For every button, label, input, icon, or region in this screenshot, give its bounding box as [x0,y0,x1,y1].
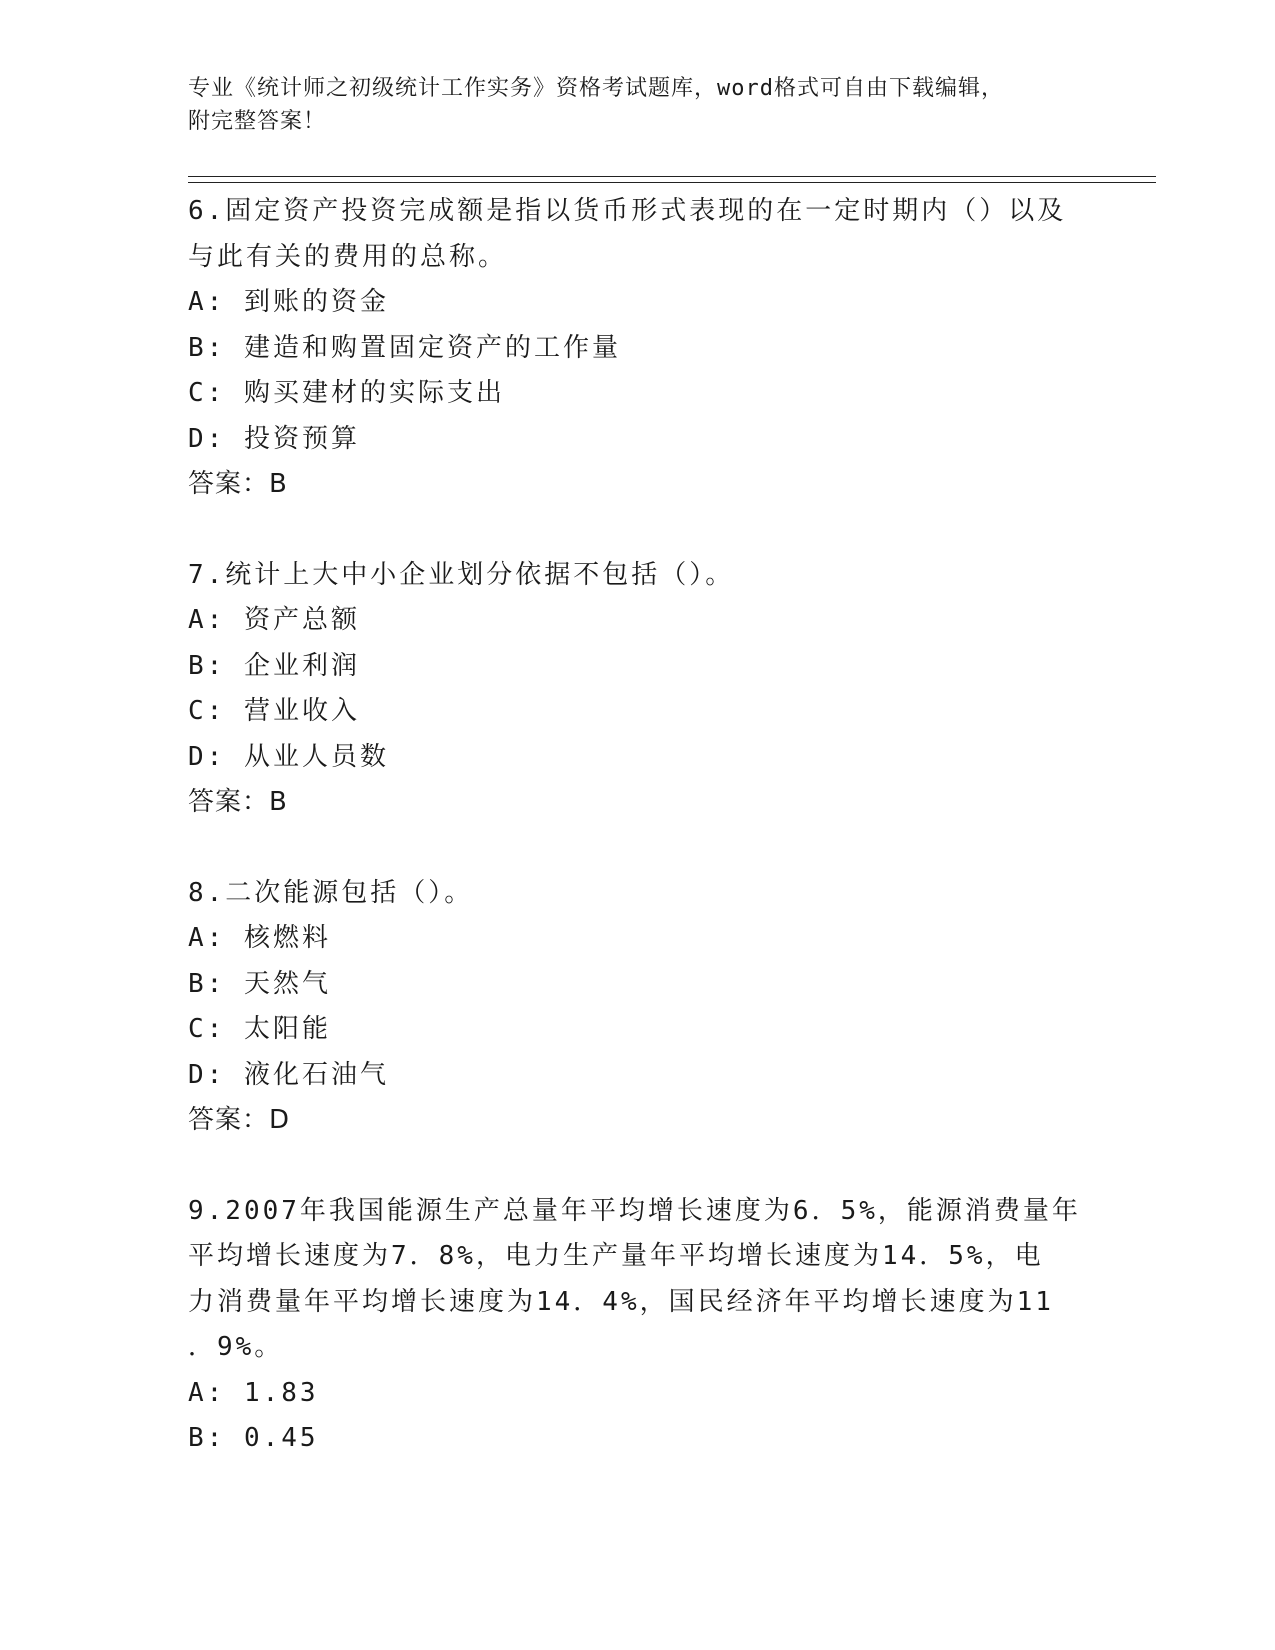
question-9 [188,1189,1088,1462]
question-stem: 6.固定资产投资完成额是指以货币形式表现的在一定时期内（）以及 [188,196,1067,226]
question-8 [188,871,1088,1144]
option-b: B: 天然气 [188,968,331,999]
option-c: C: 太阳能 [188,1014,331,1044]
header-line: 附完整答案！ [188,109,327,134]
answer-line: 答案：B [188,469,288,499]
question-stem: ．9%。 [188,1332,284,1362]
question-stem: 7.统计上大中小企业划分依据不包括（）。 [188,559,735,590]
header-divider [188,182,1156,183]
question-stem: 力消费量年平均增长速度为14．4%，国民经济年平均增长速度为11 [188,1286,1054,1317]
question-6 [188,189,1088,508]
option-b: B: 0.45 [188,1423,319,1453]
question-stem: 平均增长速度为7．8%，电力生产量年平均增长速度为14．5%，电 [188,1241,1044,1271]
option-b: B: 建造和购置固定资产的工作量 [188,332,621,363]
option-d: D: 液化石油气 [188,1059,389,1090]
option-c: C: 购买建材的实际支出 [188,378,505,408]
question-stem: 8.二次能源包括（）。 [188,877,474,908]
option-a: A: 到账的资金 [188,287,389,317]
question-7 [188,553,1088,826]
option-a: A: 资产总额 [188,605,360,635]
option-a: A: 核燃料 [188,923,331,953]
answer-line: 答案：B [188,787,288,817]
option-a: A: 1.83 [188,1377,319,1408]
option-d: D: 从业人员数 [188,741,389,772]
document-header [188,72,1088,138]
question-stem: 与此有关的费用的总称。 [188,241,508,272]
option-d: D: 投资预算 [188,423,360,454]
option-c: C: 营业收入 [188,696,360,726]
question-list [188,189,1088,1507]
header-line: 专业《统计师之初级统计工作实务》资格考试题库，word格式可自由下载编辑， [188,76,1004,101]
question-stem: 9.2007年我国能源生产总量年平均增长速度为6．5%，能源消费量年 [188,1195,1081,1226]
option-b: B: 企业利润 [188,650,360,681]
header-divider [188,176,1156,177]
answer-line: 答案：D [188,1105,291,1135]
